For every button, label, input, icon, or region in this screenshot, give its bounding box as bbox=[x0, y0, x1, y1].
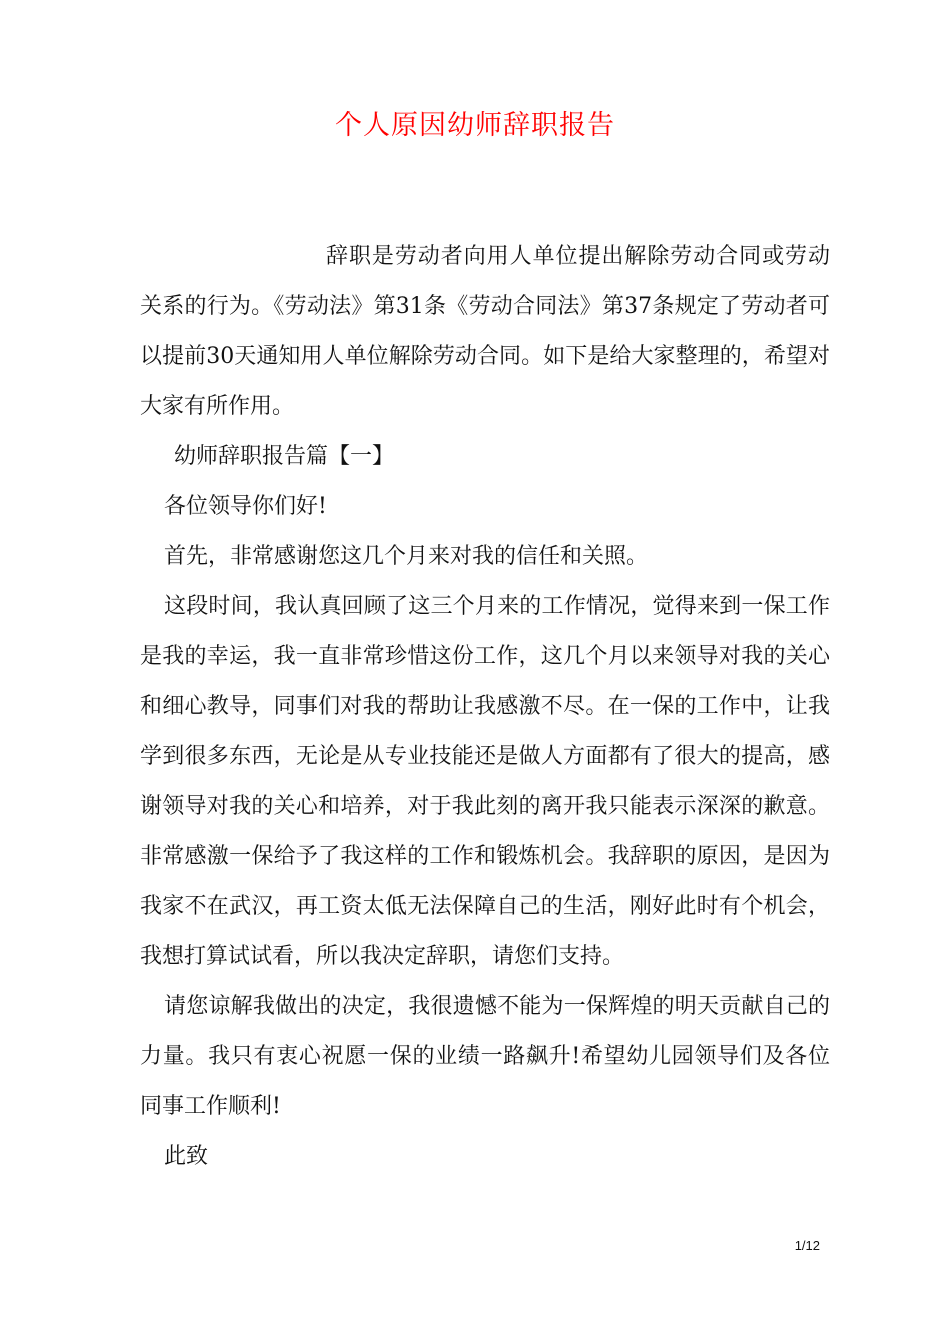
document-body bbox=[140, 232, 830, 1182]
salutation: 各位领导你们好! bbox=[164, 494, 327, 519]
reason-paragraph: 这段时间，我认真回顾了这三个月来的工作情况，觉得来到一保工作是我的幸运，我一直非常珍惜这份工作，这几个月以来领导对我的关心和细心教导，同事们对我的帮助让我感激不尽。在一保的工作中，让我学到很多东西，无论是从专业技能还是做人方面都有了很大的提高，感谢领导对我的关心和培养，对于我此刻的离开我只能表示深深的歉意。非常感激一保给予了我这样的工作和锻炼机会。我辞职的原因，是因为我家不在武汉，再工资太低无法保障自己的生活，刚好此时有个机会，我想打算试试看，所以我决定辞职，请您们支持。 bbox=[140, 594, 830, 969]
wishes-paragraph: 请您谅解我做出的决定，我很遗憾不能为一保辉煌的明天贡献自己的力量。我只有衷心祝愿一保的业绩一路飙升!希望幼儿园领导们及各位同事工作顺利! bbox=[140, 994, 830, 1119]
intro-paragraph: 辞职是劳动者向用人单位提出解除劳动合同或劳动关系的行为。《劳动法》第31条《劳动合同法》第37条规定了劳动者可以提前30天通知用人单位解除劳动合同。如下是给大家整理的，希望对大家有所作用。 bbox=[140, 244, 830, 419]
document-title: 个人原因幼师辞职报告 bbox=[335, 110, 615, 141]
page-number: 1/12 bbox=[794, 1238, 820, 1253]
closing-line: 此致 bbox=[164, 1144, 209, 1169]
section-heading: 幼师辞职报告篇【一】 bbox=[174, 444, 395, 469]
thanks-paragraph: 首先，非常感谢您这几个月来对我的信任和关照。 bbox=[164, 544, 649, 569]
